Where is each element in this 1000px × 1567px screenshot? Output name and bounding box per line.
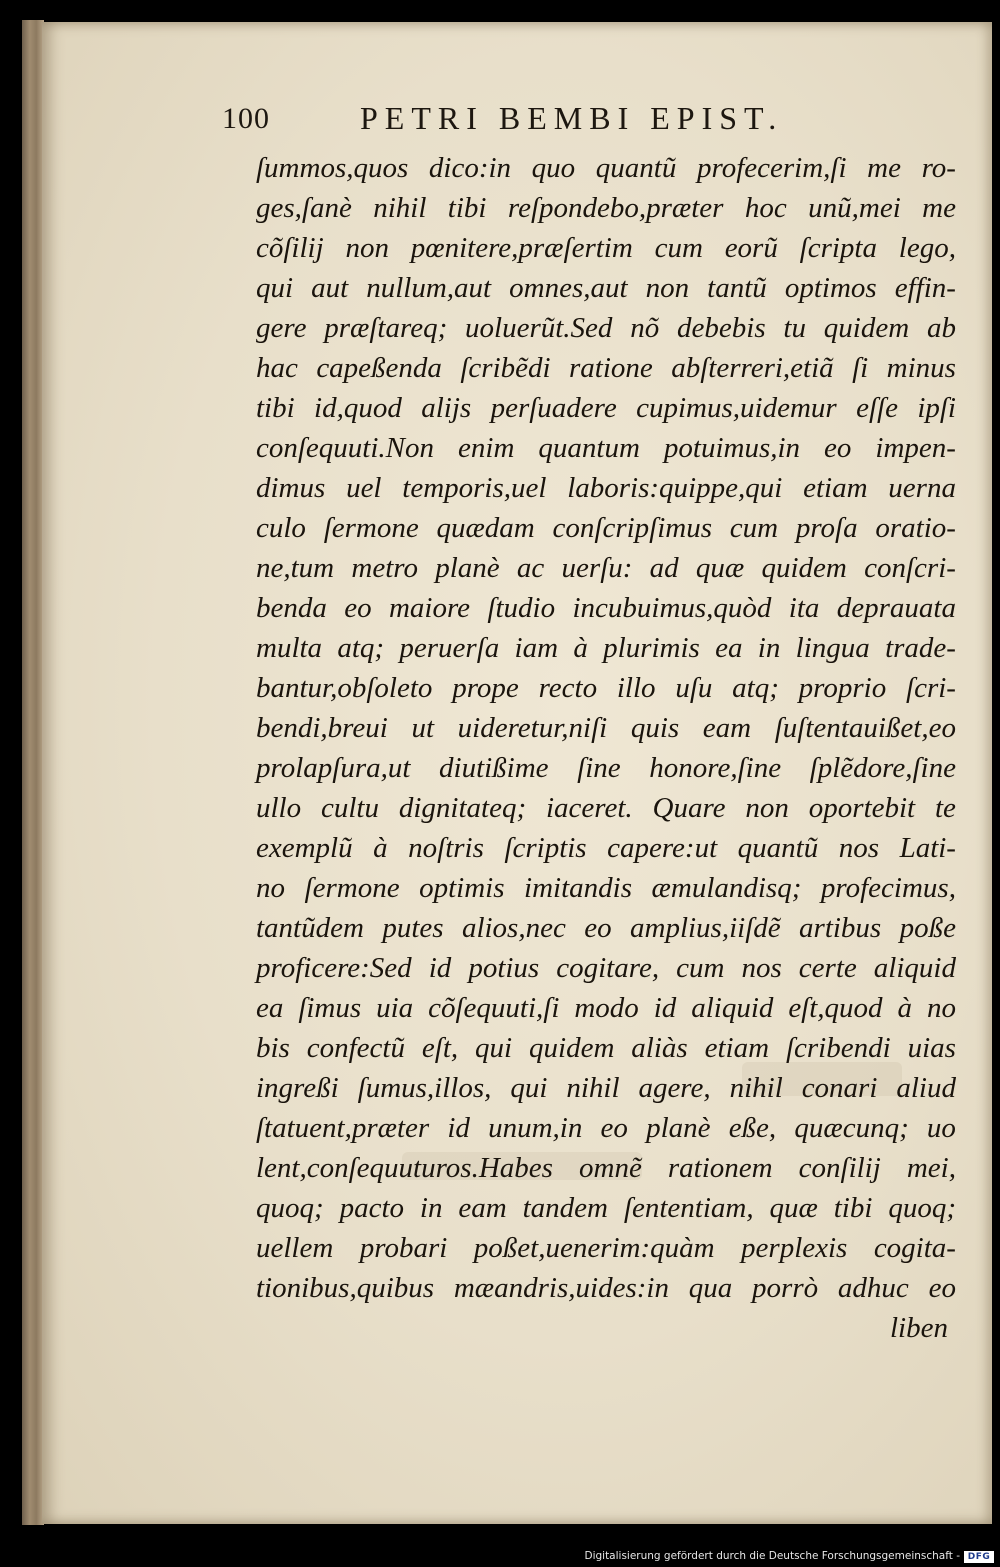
word: eſt,quod [788,992,883,1024]
word: uerſu: [561,552,633,584]
word: honore,ſine [649,752,782,784]
word: quoq; [888,1192,956,1224]
word: ſcri- [906,672,956,704]
word: uellem [256,1232,334,1264]
word: conſilij [798,1152,881,1184]
text-line [256,748,956,788]
word: proprio [798,672,887,704]
word: ſimus [298,992,362,1024]
text-line [256,188,956,228]
word: omnẽ [579,1152,642,1184]
word: enim [458,432,515,464]
word: tandem [522,1192,608,1224]
word: aliquid [691,992,774,1024]
word: metro [351,552,418,584]
body-text [256,148,956,1348]
word: cogita- [873,1232,956,1264]
word: id [653,992,677,1024]
text-line [256,588,956,628]
text-line [256,1028,956,1068]
word: dico:in [428,152,512,184]
word: ſcripta [799,232,877,264]
word: plurimis [603,632,700,664]
word: multa [256,632,323,664]
word: aliquid [873,952,956,984]
word: Lati- [899,832,956,864]
word: temporis,uel [402,472,547,504]
word: ſcriptis [504,832,587,864]
word: eo [584,912,612,944]
word: proficere:Sed [256,952,412,984]
word: ad [649,552,679,584]
word: recto [538,672,598,704]
word: minus [886,352,956,384]
word: qui [475,1032,513,1064]
word: conſcripſimus [552,512,713,544]
word: hoc [744,192,787,224]
text-line [256,1108,956,1148]
word: id [447,1112,470,1144]
word: modo [574,992,639,1024]
word: poßet,uenerim:quàm [473,1232,715,1264]
word: præſtareq; [324,312,448,344]
word: perſuadere [490,392,617,424]
word: cum [729,512,779,544]
word: uſu [675,672,713,704]
word: cum [676,952,725,984]
word: reſpondebo,præter [507,192,724,224]
word: in [419,1192,443,1224]
word: lingua [795,632,870,664]
word: aliud [896,1072,956,1104]
word: cum [654,232,703,264]
word: debebis [677,312,766,344]
word: ſermone [323,512,419,544]
word: à [573,632,588,664]
text-line [256,468,956,508]
text-line [256,1268,956,1308]
word: ſine [577,752,621,784]
word: confectũ [306,1032,405,1064]
word: eo [824,432,852,464]
word: non [745,792,789,824]
word: deprauata [836,592,956,624]
word: quoq; [256,1192,324,1224]
word: benda [256,592,327,624]
word: æmulandisq; [651,872,802,904]
word: bantur,obſoleto [256,672,433,704]
word: oratio- [875,512,956,544]
text-line [256,1188,956,1228]
word: uel [346,472,382,504]
word: uias [907,1032,956,1064]
word: proſa [795,512,858,544]
word: ullo [256,792,302,824]
word: etiam [704,1032,770,1064]
word: atq; [732,672,779,704]
word: ro- [921,152,956,184]
word: quæ [695,552,745,584]
word: tibi [447,192,487,224]
word: ſermone [304,872,400,904]
word: ges,ſanè [256,192,352,224]
text-line [256,708,956,748]
word: putes [382,912,444,944]
text-line [256,348,956,388]
word: non [645,272,690,304]
word: te [934,792,956,824]
word: adhuc [837,1272,909,1304]
text-line [256,428,956,468]
word: abſterreri,etiã [671,352,834,384]
word: ſcribẽdi [460,352,551,384]
word: ſententiam, [623,1192,754,1224]
word: hac [256,352,298,384]
word: ut [411,712,435,744]
page-header [222,100,862,140]
word: lent,conſequuturos.Habes [256,1152,553,1184]
word: nihil [729,1072,783,1104]
text-line [256,148,956,188]
word: eße, [728,1112,777,1144]
text-line [256,828,956,868]
word: conſcri- [864,552,956,584]
word: à [897,992,912,1024]
word: ipſi [917,392,956,424]
word: planè [435,552,500,584]
word: eorũ [724,232,778,264]
word: quidem [823,312,910,344]
word: eſt, [421,1032,459,1064]
word: incubuimus,quòd [572,592,772,624]
word: mei, [906,1152,956,1184]
word: optimos [784,272,877,304]
word: oportebit [808,792,916,824]
word: exemplũ [256,832,353,864]
word: capeßenda [316,352,442,384]
word: ſplẽdore,ſine [809,752,956,784]
word: iam [514,632,559,664]
word: uoluerũt.Sed [465,312,613,344]
word: dignitateq; [398,792,527,824]
word: eo [600,1112,628,1144]
text-line [256,508,956,548]
word: amplius,iiſdẽ [630,912,781,944]
word: quantum [538,432,640,464]
text-line [256,788,956,828]
word: cõſequuti,ſi [428,992,560,1024]
word: alios,nec [461,912,566,944]
word: atq; [337,632,385,664]
word: bendi,breui [256,712,388,744]
text-line [256,868,956,908]
word: illo [616,672,656,704]
word: eſſe [856,392,898,424]
word: maiore [388,592,471,624]
word: ſuſtentauißet,eo [774,712,956,744]
word: eo [928,1272,956,1304]
word: uerna [888,472,956,504]
word: conſequuti.Non [256,432,435,464]
text-line [256,268,956,308]
word: pœnitere,præſertim [410,232,633,264]
word: ea [256,992,284,1024]
word: tu [783,312,806,344]
word: quædam [436,512,535,544]
text-line [256,308,956,348]
word: diutißime [439,752,549,784]
word: artibus [799,912,882,944]
word: ſcribendi [785,1032,891,1064]
text-line [256,948,956,988]
word: id [428,952,452,984]
word: lego, [898,232,956,264]
word: rationem [667,1152,773,1184]
word: peruerſa [399,632,500,664]
word: nos [838,832,880,864]
word: tantũ [707,272,767,304]
word: poße [899,912,956,944]
word: imitandis [524,872,632,904]
word: qui [256,272,294,304]
word: culo [256,512,306,544]
word: porrò [752,1272,819,1304]
word: Quare [652,792,726,824]
word: me [867,152,901,184]
page-number: 100 [222,102,270,135]
word: quæ [769,1192,818,1224]
word: certe [798,952,857,984]
word: ſtudio [487,592,556,624]
word: uia [376,992,414,1024]
word: ſi [852,352,869,384]
word: eam [702,712,752,744]
text-line [256,908,956,948]
book-page-edge [22,20,44,1525]
word: perplexis [741,1232,848,1264]
word: unũ,mei [808,192,901,224]
word: potuimus,in [663,432,801,464]
word: no [926,992,956,1024]
word: potius [468,952,540,984]
word: quidem [761,552,847,584]
word: unum,in [488,1112,583,1144]
word: noſtris [408,832,484,864]
word: capere:ut [607,832,718,864]
word: quantũ [595,152,677,184]
word: aut [311,272,349,304]
word: tibi [833,1192,873,1224]
word: nõ [630,312,660,344]
word: ab [926,312,956,344]
text-line [256,1068,956,1108]
word: qua [688,1272,733,1304]
word: ingreßi [256,1072,339,1104]
word: ſtatuent,præter [256,1112,430,1144]
word: ita [788,592,820,624]
word: iaceret. [545,792,633,824]
word: agere, [638,1072,711,1104]
word: me [922,192,956,224]
word: prope [452,672,519,704]
text-line [256,988,956,1028]
word: prolapſura,ut [256,752,411,784]
text-line [256,1228,956,1268]
word: cogitare, [556,952,660,984]
word: ratione [569,352,653,384]
word: planè [646,1112,711,1144]
word: ſummos,quos [256,152,409,184]
footer-bar [0,1549,1000,1567]
text-line [256,228,956,268]
word: ne,tum [256,552,335,584]
word: nihil [373,192,427,224]
word: quæcunq; [794,1112,909,1144]
word: conari [801,1072,878,1104]
word: in [757,632,781,664]
word: uo [926,1112,956,1144]
word: gere [256,312,307,344]
word: qui [510,1072,548,1104]
word: quo [531,152,576,184]
text-line [256,548,956,588]
word: ea [715,632,743,664]
word: impen- [875,432,956,464]
word: probari [359,1232,448,1264]
word: nullum,aut [366,272,492,304]
word: no [256,872,285,904]
text-line [256,628,956,668]
word: profecerim,ſi [696,152,847,184]
word: non [345,232,389,264]
word: effin- [894,272,956,304]
word: trade- [885,632,956,664]
word: omnes,aut [509,272,628,304]
word: tibi [256,392,295,424]
word: ac [516,552,545,584]
word: tionibus,quibus [256,1272,435,1304]
word: aliàs [631,1032,688,1064]
word: pacto [339,1192,405,1224]
word: quantũ [737,832,819,864]
word: tantũdem [256,912,364,944]
funding-credit: Digitalisierung gefördert durch die Deutsche Forschungsgemeinschaft - [584,1550,960,1562]
word: ſumus,illos, [357,1072,492,1104]
dfg-logo: DFG [964,1551,994,1563]
word: à [373,832,388,864]
word: quis [630,712,680,744]
word: id,quod [314,392,402,424]
catchword: liben [890,1312,948,1344]
word: eam [458,1192,507,1224]
word: quidem [529,1032,615,1064]
word: cupimus,uidemur [636,392,837,424]
text-line [256,388,956,428]
word: alijs [421,392,472,424]
word: cõſilij [256,232,324,264]
running-head: PETRI BEMBI EPIST. [360,100,784,136]
word: eo [344,592,372,624]
word: nihil [566,1072,620,1104]
word: nos [741,952,782,984]
word: dimus [256,472,326,504]
word: uideretur,niſi [457,712,608,744]
word: profecimus, [820,872,956,904]
word: bis [256,1032,290,1064]
word: mæandris,uides:in [453,1272,669,1304]
word: laboris:quippe,qui [567,472,783,504]
word: cultu [320,792,379,824]
text-line [256,668,956,708]
word: optimis [419,872,505,904]
text-line [256,1148,956,1188]
word: etiam [803,472,868,504]
